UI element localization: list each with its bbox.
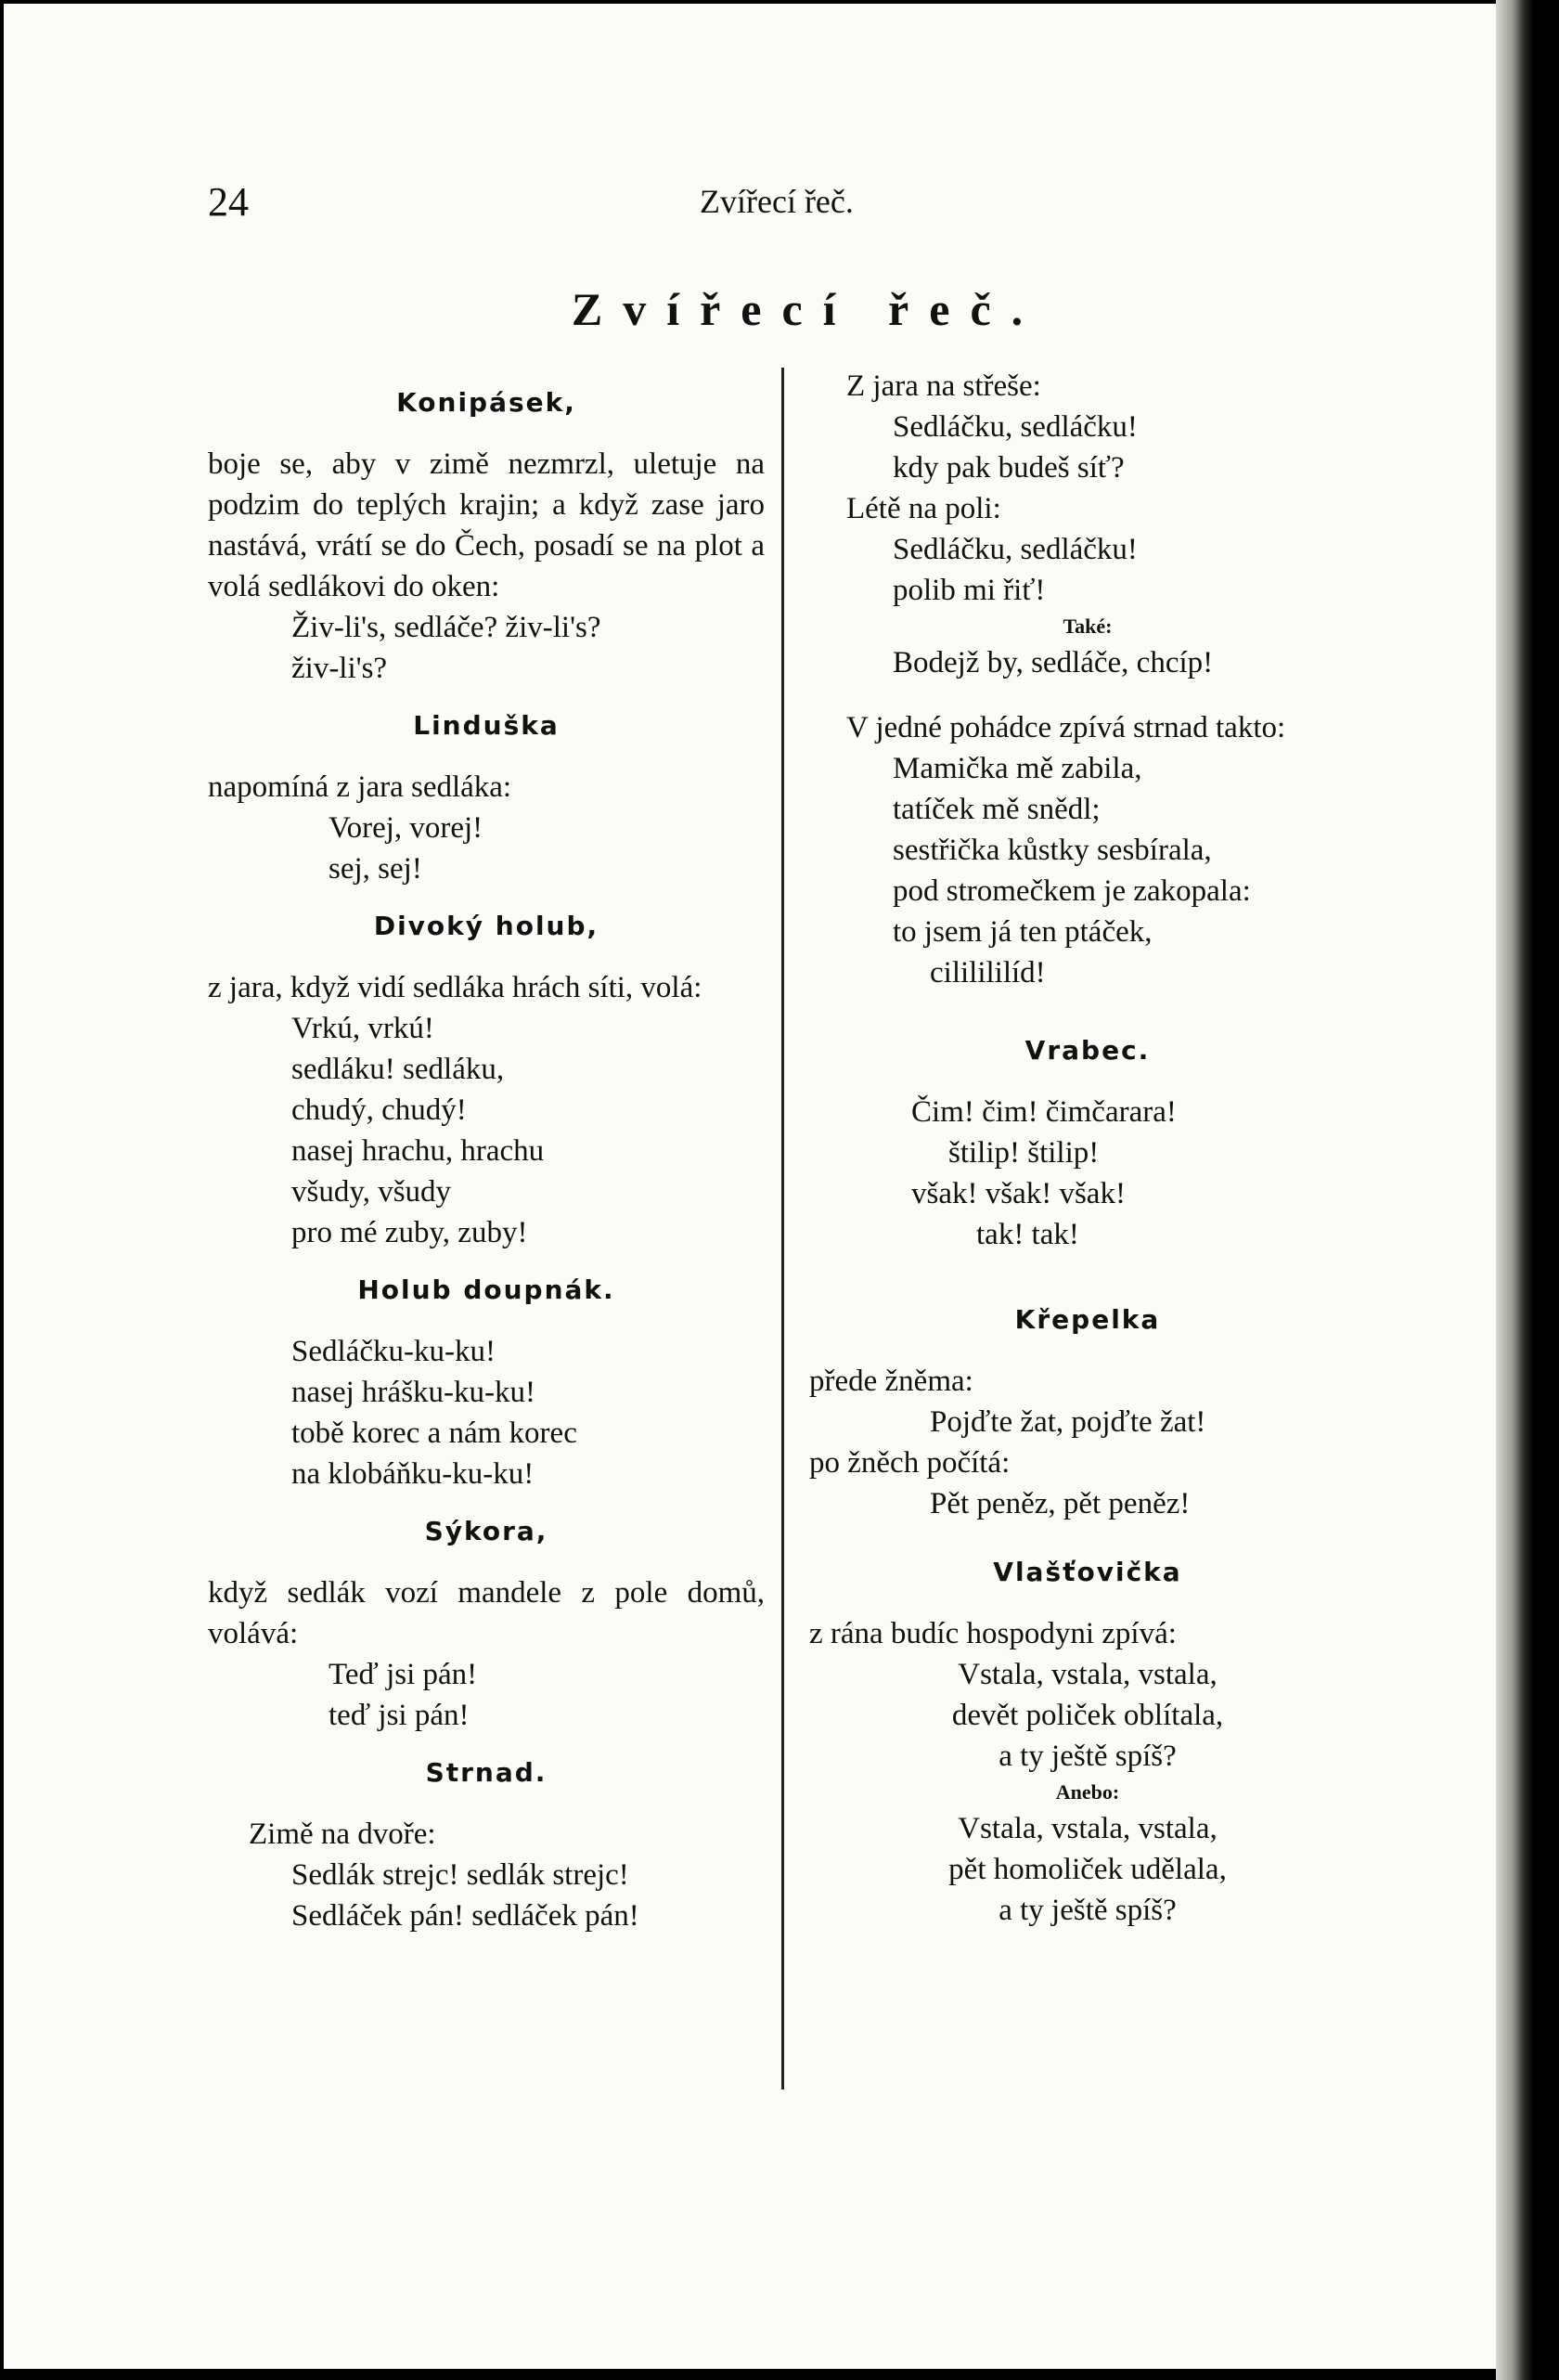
verse-line: Živ-li's, sedláče? živ-li's? xyxy=(291,611,601,644)
verse-line: a ty ještě spíš? xyxy=(999,1894,1177,1927)
verse-line: teď jsi pán! xyxy=(329,1699,470,1732)
verse-line: pod stromečkem je zakopala: xyxy=(893,874,1251,908)
verse-line: Vorej, vorej! xyxy=(329,811,483,845)
verse-line: cililililíd! xyxy=(930,956,1046,990)
verse-line: pět homoliček udělala, xyxy=(948,1853,1227,1886)
section-heading: Divoký holub, xyxy=(373,911,599,941)
column-divider xyxy=(781,368,784,2089)
verse-line: Sedláčku-ku-ku! xyxy=(291,1335,496,1368)
left-column xyxy=(208,366,765,1953)
section-krepelka xyxy=(809,1300,1366,1524)
verse-line: Bodejž by, sedláče, chcíp! xyxy=(893,646,1214,679)
right-column xyxy=(809,366,1366,1947)
verse-line: a ty ještě spíš? xyxy=(999,1740,1177,1773)
section-intro: Z jara na střeše: xyxy=(846,369,1041,403)
verse-line: Čim! čim! čimčarara! xyxy=(911,1095,1177,1129)
verse-line: to jsem já ten ptáček, xyxy=(893,915,1153,949)
section-prose: V jedné pohádce zpívá strnad takto: xyxy=(846,711,1286,744)
verse-line: živ-li's? xyxy=(291,652,388,685)
verse-line: Vstala, vstala, vstala, xyxy=(958,1812,1218,1845)
section-prose: boje se, aby v zimě nezmrzl, uletuje na podzim do teplých krajin; a když zase jaro nastává, vrátí se do Čech, posadí se na plot a volá sedlákovi do oken: xyxy=(208,447,765,603)
section-vlastovicka xyxy=(809,1552,1366,1931)
section-linduska xyxy=(208,705,765,889)
section-heading: Vrabec. xyxy=(1024,1035,1151,1066)
section-vrabec xyxy=(809,1030,1366,1255)
verse-line: Teď jsi pán! xyxy=(329,1658,478,1691)
or-label: Anebo: xyxy=(1055,1780,1120,1804)
verse-line: Sedláčku, sedláčku! xyxy=(893,410,1138,444)
section-prose: z rána budíc hospodyni zpívá: xyxy=(809,1617,1177,1650)
section-prose: když sedlák vozí mandele z pole domů, volává: xyxy=(208,1576,765,1650)
verse-line: Mamička mě zabila, xyxy=(893,752,1142,785)
verse-line: Vrkú, vrkú! xyxy=(291,1012,434,1045)
section-heading: Strnad. xyxy=(425,1757,548,1788)
verse-line: kdy pak budeš síť? xyxy=(893,451,1125,485)
verse-line: nasej hrášku-ku-ku! xyxy=(291,1376,536,1409)
section-heading: Linduška xyxy=(413,710,560,741)
verse-line: sedláku! sedláku, xyxy=(291,1053,505,1086)
also-label: Také: xyxy=(1063,614,1113,638)
verse-line: však! však! však! xyxy=(911,1177,1126,1210)
verse-line: devět poliček oblítala, xyxy=(951,1699,1224,1732)
section-heading: Vlašťovička xyxy=(993,1557,1182,1587)
section-strnad-continued xyxy=(809,366,1366,683)
section-divoky-holub xyxy=(208,906,765,1253)
verse-line: Sedláček pán! sedláček pán! xyxy=(291,1899,639,1933)
section-konipasek xyxy=(208,382,765,689)
section-strnad xyxy=(208,1753,765,1936)
verse-line: Sedlák strejc! sedlák strejc! xyxy=(291,1858,629,1892)
section-prose: napomíná z jara sedláka: xyxy=(208,770,512,804)
section-heading: Konipásek, xyxy=(396,387,576,418)
section-intro: po žněch počítá: xyxy=(809,1446,1011,1480)
verse-line: Pět peněz, pět peněz! xyxy=(930,1487,1191,1520)
verse-line: pro mé zuby, zuby! xyxy=(291,1216,528,1249)
section-sykora xyxy=(208,1511,765,1736)
page-title: Zvířecí řeč. xyxy=(571,283,1044,335)
section-intro: přede žněma: xyxy=(809,1365,973,1398)
section-intro: Zimě na dvoře: xyxy=(249,1817,436,1851)
page-edge-shadow xyxy=(1496,0,1559,2380)
section-holub-doupnak xyxy=(208,1270,765,1494)
section-heading: Sýkora, xyxy=(424,1516,548,1546)
section-pohadka xyxy=(809,707,1366,993)
verse-line: chudý, chudý! xyxy=(291,1093,467,1127)
book-page xyxy=(4,4,1500,2369)
verse-line: Vstala, vstala, vstala, xyxy=(958,1658,1218,1691)
verse-line: nasej hrachu, hrachu xyxy=(291,1134,545,1168)
section-intro: Létě na poli: xyxy=(846,492,1001,525)
page-number: 24 xyxy=(208,179,249,225)
section-heading: Křepelka xyxy=(1014,1304,1161,1335)
running-title: Zvířecí řeč. xyxy=(700,183,854,220)
verse-line: tak! tak! xyxy=(976,1218,1079,1251)
verse-line: sestřička kůstky sesbírala, xyxy=(893,834,1212,867)
verse-line: Pojďte žat, pojďte žat! xyxy=(930,1405,1206,1439)
verse-line: Sedláčku, sedláčku! xyxy=(893,533,1138,566)
verse-line: tobě korec a nám korec xyxy=(291,1416,577,1450)
section-prose: z jara, když vidí sedláka hrách síti, volá: xyxy=(208,971,702,1004)
verse-line: na klobáňku-ku-ku! xyxy=(291,1457,535,1491)
verse-line: štilip! štilip! xyxy=(948,1136,1100,1170)
verse-line: sej, sej! xyxy=(329,852,422,886)
section-heading: Holub doupnák. xyxy=(357,1274,615,1305)
running-head xyxy=(4,178,1500,234)
verse-line: tatíček mě snědl; xyxy=(893,793,1101,826)
verse-line: všudy, všudy xyxy=(291,1175,452,1209)
verse-line: polib mi řiť! xyxy=(893,574,1046,607)
